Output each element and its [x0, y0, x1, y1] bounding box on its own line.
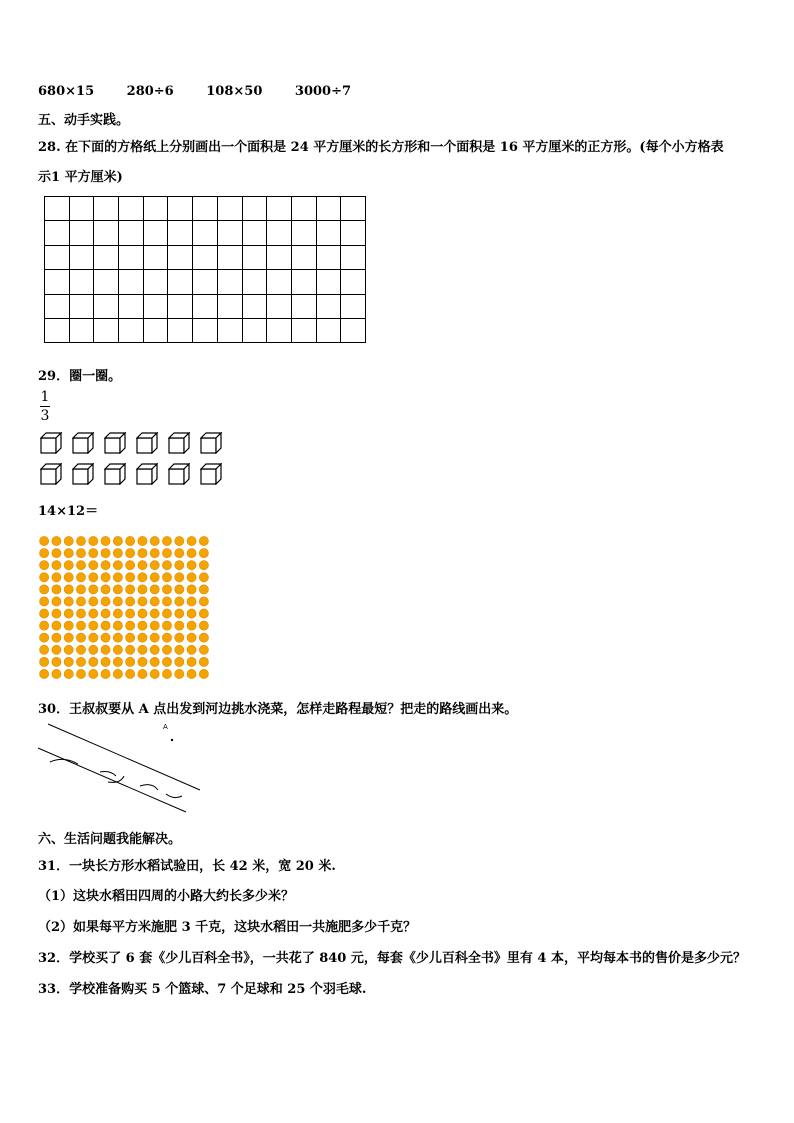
grid-cell[interactable] [168, 318, 193, 342]
dot [113, 657, 122, 666]
dot [76, 561, 85, 570]
grid-cell[interactable] [217, 197, 242, 221]
dot [187, 573, 196, 582]
grid-cell[interactable] [69, 245, 94, 269]
dot [52, 561, 61, 570]
dot [40, 536, 49, 545]
dot [101, 597, 110, 606]
dot [52, 549, 61, 558]
dot [113, 549, 122, 558]
dot [138, 645, 147, 654]
dot [199, 597, 208, 606]
grid-cell[interactable] [267, 270, 292, 294]
dot [64, 621, 73, 630]
grid-cell[interactable] [341, 318, 366, 342]
dot [162, 669, 171, 678]
calc-item: 680×15 [38, 84, 95, 99]
grid-cell[interactable] [143, 245, 168, 269]
dot [199, 549, 208, 558]
dot [175, 633, 184, 642]
dot [76, 597, 85, 606]
dot [126, 621, 135, 630]
question-31: 31．一块长方形水稻试验田，长 42 米，宽 20 米. [38, 859, 336, 874]
grid-cell[interactable] [94, 294, 119, 318]
calculation-row [38, 84, 379, 99]
grid-cell[interactable] [242, 318, 267, 342]
grid-cell[interactable] [217, 245, 242, 269]
dot [101, 645, 110, 654]
dot [162, 573, 171, 582]
grid-cell[interactable] [69, 197, 94, 221]
grid-row [45, 294, 366, 318]
dot [101, 536, 110, 545]
dot [150, 669, 159, 678]
dot [150, 621, 159, 630]
dot [187, 621, 196, 630]
dot [138, 621, 147, 630]
dot [162, 657, 171, 666]
grid-cell[interactable] [242, 245, 267, 269]
grid-cell[interactable] [193, 294, 218, 318]
grid-cell[interactable] [168, 197, 193, 221]
dot [187, 561, 196, 570]
grid-cell[interactable] [242, 221, 267, 245]
grid-cell[interactable] [341, 221, 366, 245]
question-28-line-1: 28. 在下面的方格纸上分别画出一个面积是 24 平方厘米的长方形和一个面积是 16 平方厘米的正方形。(每个小方格表 [38, 140, 724, 155]
water-ripple [140, 785, 158, 790]
dot [162, 549, 171, 558]
fraction-bar [40, 406, 50, 407]
dot [64, 549, 73, 558]
dot [40, 657, 49, 666]
dot [199, 633, 208, 642]
dot [40, 609, 49, 618]
dot [40, 549, 49, 558]
dot [150, 657, 159, 666]
dot [113, 597, 122, 606]
dot [187, 597, 196, 606]
dot [199, 561, 208, 570]
multiplication-prompt: 14×12＝ [38, 504, 99, 519]
dot [89, 633, 98, 642]
section-heading-5: 五、动手实践。 [38, 113, 130, 128]
dot [52, 657, 61, 666]
dot [89, 609, 98, 618]
dot [40, 621, 49, 630]
dot [199, 645, 208, 654]
grid-cell[interactable] [267, 221, 292, 245]
grid-cell[interactable] [316, 245, 341, 269]
dot [187, 669, 196, 678]
dot [76, 657, 85, 666]
grid-cell[interactable] [119, 197, 144, 221]
dot [89, 536, 98, 545]
dot [101, 561, 110, 570]
dot [101, 633, 110, 642]
dot [126, 597, 135, 606]
dot [52, 597, 61, 606]
dot [187, 536, 196, 545]
dot [126, 536, 135, 545]
grid-cell[interactable] [45, 318, 70, 342]
dot [138, 561, 147, 570]
calc-item: 280÷6 [126, 84, 174, 99]
cube-icon[interactable] [136, 432, 158, 454]
dot [150, 549, 159, 558]
dot [113, 669, 122, 678]
grid-cell[interactable] [316, 294, 341, 318]
point-a-label: A [163, 723, 168, 731]
dot [64, 585, 73, 594]
dot [126, 561, 135, 570]
cube-icon[interactable] [72, 463, 94, 485]
dot [150, 585, 159, 594]
grid-cell[interactable] [119, 294, 144, 318]
grid-cell[interactable] [94, 270, 119, 294]
dot [64, 609, 73, 618]
dot [175, 621, 184, 630]
dot [126, 549, 135, 558]
grid-cell[interactable] [193, 197, 218, 221]
dot [64, 536, 73, 545]
grid-cell[interactable] [168, 294, 193, 318]
grid-cell[interactable] [94, 221, 119, 245]
dot [175, 549, 184, 558]
cube-icon[interactable] [104, 463, 126, 485]
dot [64, 657, 73, 666]
river-bank-upper [48, 724, 200, 790]
dot [64, 669, 73, 678]
dot [199, 609, 208, 618]
cube-icon[interactable] [104, 432, 126, 454]
cube-icon[interactable] [136, 463, 158, 485]
dot [52, 536, 61, 545]
point-a[interactable] [171, 739, 173, 741]
dot [126, 633, 135, 642]
section-heading-6: 六、生活问题我能解决。 [38, 832, 182, 847]
dot [113, 609, 122, 618]
dot [138, 633, 147, 642]
dot [162, 645, 171, 654]
dot [150, 645, 159, 654]
cube-row [40, 432, 222, 454]
grid-cell[interactable] [94, 197, 119, 221]
dot [76, 633, 85, 642]
dot [101, 621, 110, 630]
grid-cell[interactable] [168, 221, 193, 245]
dot [89, 573, 98, 582]
dot [76, 609, 85, 618]
grid-cell[interactable] [341, 245, 366, 269]
dot [52, 669, 61, 678]
dot [150, 609, 159, 618]
grid-cell[interactable] [119, 318, 144, 342]
grid-cell[interactable] [119, 221, 144, 245]
dot [175, 536, 184, 545]
dot [162, 536, 171, 545]
grid-cell[interactable] [69, 318, 94, 342]
cube-icon[interactable] [40, 463, 62, 485]
grid-paper[interactable] [44, 196, 366, 343]
dot [199, 657, 208, 666]
grid-row [45, 221, 366, 245]
question-28-line-2: 示1 平方厘米) [38, 170, 123, 185]
dot [89, 585, 98, 594]
dot [150, 573, 159, 582]
dot [175, 597, 184, 606]
dot [89, 645, 98, 654]
grid-cell[interactable] [217, 270, 242, 294]
dot [64, 561, 73, 570]
grid-cell[interactable] [341, 197, 366, 221]
dot [126, 645, 135, 654]
dot [138, 657, 147, 666]
dot [40, 585, 49, 594]
dot [162, 633, 171, 642]
question-29: 29．圈一圈。 [38, 369, 122, 384]
dot [52, 573, 61, 582]
question-33: 33．学校准备购买 5 个篮球、7 个足球和 25 个羽毛球. [38, 982, 367, 997]
dot [199, 573, 208, 582]
grid-cell[interactable] [267, 197, 292, 221]
dot [40, 573, 49, 582]
grid-cell[interactable] [94, 245, 119, 269]
dot [64, 573, 73, 582]
grid-row [45, 318, 366, 342]
dot [113, 645, 122, 654]
fraction [40, 390, 50, 423]
grid-cell[interactable] [45, 245, 70, 269]
grid-cell[interactable] [242, 294, 267, 318]
dot [89, 549, 98, 558]
grid-cell[interactable] [193, 318, 218, 342]
question-31-part-2: （2）如果每平方米施肥 3 千克，这块水稻田一共施肥多少千克？ [38, 920, 417, 935]
dot [113, 585, 122, 594]
dot [175, 657, 184, 666]
dot [175, 585, 184, 594]
dot [150, 597, 159, 606]
dot [162, 621, 171, 630]
dot [113, 633, 122, 642]
water-ripple [166, 794, 182, 798]
grid-cell[interactable] [267, 294, 292, 318]
calc-item: 108×50 [206, 84, 263, 99]
dot [187, 633, 196, 642]
dot [175, 573, 184, 582]
dot [187, 585, 196, 594]
dot [113, 573, 122, 582]
dot [162, 609, 171, 618]
dot [40, 561, 49, 570]
question-31-part-1: （1）这块水稻田四周的小路大约长多少米？ [38, 889, 295, 904]
cube-group [40, 432, 222, 494]
grid-cell[interactable] [217, 221, 242, 245]
grid-cell[interactable] [316, 221, 341, 245]
dot [40, 669, 49, 678]
dot [187, 657, 196, 666]
dot [150, 536, 159, 545]
dot [52, 609, 61, 618]
grid-cell[interactable] [217, 294, 242, 318]
grid-cell[interactable] [143, 318, 168, 342]
dot [76, 621, 85, 630]
dot [101, 609, 110, 618]
dot [162, 561, 171, 570]
cube-icon[interactable] [168, 432, 190, 454]
dot [64, 645, 73, 654]
grid-cell[interactable] [316, 197, 341, 221]
cube-icon[interactable] [40, 432, 62, 454]
grid-cell[interactable] [69, 270, 94, 294]
dot [162, 585, 171, 594]
dot [126, 669, 135, 678]
dot [138, 669, 147, 678]
dot [76, 585, 85, 594]
grid-cell[interactable] [267, 318, 292, 342]
dot [40, 597, 49, 606]
fraction-denominator: 3 [40, 408, 50, 424]
grid-cell[interactable] [119, 245, 144, 269]
grid-cell[interactable] [193, 245, 218, 269]
dot [150, 561, 159, 570]
dot [52, 645, 61, 654]
dot [175, 609, 184, 618]
dot [101, 657, 110, 666]
grid-cell[interactable] [168, 270, 193, 294]
grid-cell[interactable] [267, 245, 292, 269]
grid-cell[interactable] [291, 245, 316, 269]
dot [162, 597, 171, 606]
calc-item: 3000÷7 [294, 84, 352, 99]
question-30: 30．王叔叔要从 A 点出发到河边挑水浇菜，怎样走路程最短？把走的路线画出来。 [38, 702, 518, 717]
dot [89, 669, 98, 678]
grid-cell[interactable] [143, 294, 168, 318]
cube-icon[interactable] [200, 432, 222, 454]
dot [89, 597, 98, 606]
grid-cell[interactable] [143, 197, 168, 221]
grid-cell[interactable] [45, 197, 70, 221]
dot [40, 645, 49, 654]
dot [187, 609, 196, 618]
cube-icon[interactable] [200, 463, 222, 485]
dot [175, 645, 184, 654]
grid-cell[interactable] [143, 221, 168, 245]
dot [76, 536, 85, 545]
dot [175, 669, 184, 678]
dot [138, 585, 147, 594]
grid-cell[interactable] [291, 270, 316, 294]
river-diagram [36, 720, 206, 815]
dot [199, 669, 208, 678]
dot [101, 669, 110, 678]
grid-cell[interactable] [291, 221, 316, 245]
dot [126, 585, 135, 594]
dot [126, 609, 135, 618]
fraction-numerator: 1 [40, 389, 50, 405]
dot [126, 657, 135, 666]
dot-array [38, 535, 210, 680]
question-32: 32．学校买了 6 套《少儿百科全书》，一共花了 840 元，每套《少儿百科全书》里有 4 本，平均每本书的售价是多少元？ [38, 951, 746, 966]
dot [52, 585, 61, 594]
grid-cell[interactable] [45, 270, 70, 294]
grid-cell[interactable] [119, 270, 144, 294]
dot [76, 573, 85, 582]
dot [126, 573, 135, 582]
dot [175, 561, 184, 570]
dot [113, 561, 122, 570]
dot [113, 536, 122, 545]
grid-cell[interactable] [193, 270, 218, 294]
grid-cell[interactable] [94, 318, 119, 342]
dot [113, 621, 122, 630]
dot [89, 621, 98, 630]
grid-cell[interactable] [69, 221, 94, 245]
grid-cell[interactable] [193, 221, 218, 245]
grid-cell[interactable] [316, 270, 341, 294]
dot [101, 549, 110, 558]
grid-cell[interactable] [69, 294, 94, 318]
grid-cell[interactable] [143, 270, 168, 294]
grid-row [45, 245, 366, 269]
dot [138, 573, 147, 582]
dot [101, 573, 110, 582]
grid-cell[interactable] [168, 245, 193, 269]
grid-cell[interactable] [291, 197, 316, 221]
dot [64, 633, 73, 642]
dot [76, 645, 85, 654]
grid-row [45, 270, 366, 294]
dot [76, 549, 85, 558]
dot [138, 549, 147, 558]
dot [199, 621, 208, 630]
dot [52, 621, 61, 630]
dot [89, 657, 98, 666]
grid-cell[interactable] [217, 318, 242, 342]
dot [150, 633, 159, 642]
grid-cell[interactable] [242, 270, 267, 294]
grid-cell[interactable] [341, 294, 366, 318]
grid-cell[interactable] [316, 318, 341, 342]
grid-cell[interactable] [291, 294, 316, 318]
cube-icon[interactable] [72, 432, 94, 454]
dot [138, 609, 147, 618]
dot [76, 669, 85, 678]
grid-cell[interactable] [341, 270, 366, 294]
dot [187, 645, 196, 654]
grid-row [45, 197, 366, 221]
cube-icon[interactable] [168, 463, 190, 485]
dot [89, 561, 98, 570]
grid-cell[interactable] [291, 318, 316, 342]
dot [199, 585, 208, 594]
dot [101, 585, 110, 594]
dot [52, 633, 61, 642]
grid-cell[interactable] [45, 294, 70, 318]
dot [40, 633, 49, 642]
dot [64, 597, 73, 606]
dot [138, 597, 147, 606]
dot [187, 549, 196, 558]
river-bank-lower [38, 748, 186, 812]
dot [199, 536, 208, 545]
grid-cell[interactable] [45, 221, 70, 245]
grid-cell[interactable] [242, 197, 267, 221]
dot [138, 536, 147, 545]
cube-row [40, 463, 222, 485]
